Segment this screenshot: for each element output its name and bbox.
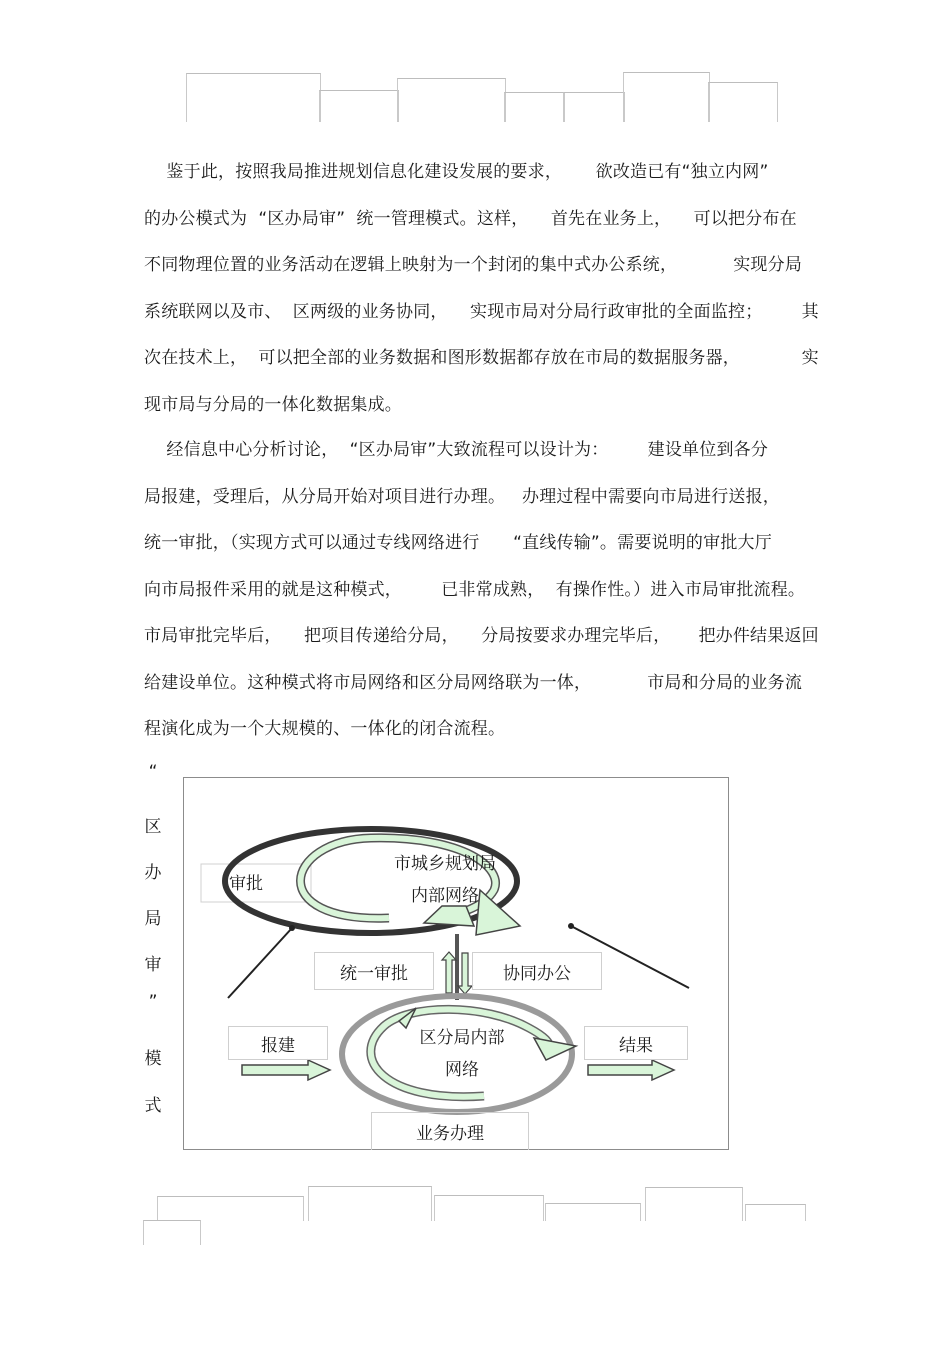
city-network-line: 内部网络: [411, 886, 479, 906]
text-line: 系统联网以及市、 区两级的业务协同， 实现市局对分局行政审批的全面监控； 其: [144, 302, 819, 322]
result-label: 结果: [619, 1035, 653, 1056]
city-network-line: 市城乡规划局: [394, 854, 496, 874]
business-handling-label: 业务办理: [416, 1124, 484, 1144]
caption-char: ”: [148, 992, 158, 1012]
text-line: 给建设单位。这种模式将市局网络和区分局网络联为一体， 市局和分局的业务流: [144, 673, 803, 693]
header-fragment: [708, 82, 778, 122]
caption-char: “: [148, 762, 158, 782]
business-handling-box: [371, 1112, 529, 1150]
header-fragment: [623, 72, 710, 122]
text-line: 市局审批完毕后， 把项目传递给分局， 分局按要求办理完毕后， 把办件结果返回: [144, 626, 819, 646]
caption-char: 办: [144, 863, 162, 883]
text-line: 经信息中心分析讨论， “区办局审”大致流程可以设计为： 建设单位到各分: [144, 440, 769, 460]
caption-char: 局: [144, 909, 162, 929]
caption-char: 审: [144, 955, 162, 975]
header-fragment: [563, 92, 625, 122]
result-arrow: [588, 1060, 674, 1080]
footer-fragment: [308, 1186, 432, 1221]
text-line: 次在技术上， 可以把全部的业务数据和图形数据都存放在市局的数据服务器， 实: [144, 348, 819, 368]
diagonal-line-left: [228, 928, 292, 998]
header-fragment: [504, 92, 565, 122]
district-network-line: 区分局内部: [419, 1028, 505, 1048]
caption-char: 区: [144, 817, 162, 837]
result-box: [584, 1026, 688, 1060]
collaboration-label: 协同办公: [503, 963, 571, 984]
workflow-diagram: [183, 777, 729, 1150]
district-network-label: [397, 1028, 527, 1080]
header-fragment: [186, 73, 321, 122]
footer-fragment: [143, 1220, 201, 1245]
diagram-graphics: [184, 778, 730, 1151]
footer-fragment: [745, 1204, 806, 1221]
text-line: 程演化成为一个大规模的、一体化的闭合流程。: [144, 719, 506, 739]
text-line: 的办公模式为 “区办局审” 统一管理模式。这样， 首先在业务上， 可以把分布在: [144, 209, 797, 229]
footer-fragment: [157, 1196, 304, 1221]
header-fragment: [319, 90, 399, 122]
text-line: 统一审批，（实现方式可以通过专线网络进行 “直线传输”。需要说明的审批大厅: [144, 533, 772, 553]
unified-approval-box: [314, 952, 434, 990]
caption-char: 模: [144, 1049, 162, 1069]
footer-fragment: [645, 1187, 743, 1221]
down-arrow: [458, 953, 472, 994]
text-line: 鉴于此，按照我局推进规划信息化建设发展的要求， 欲改造已有“独立内网”: [144, 162, 769, 182]
application-box: [228, 1026, 328, 1060]
approval-label: 审批: [229, 874, 263, 894]
footer-fragment: [434, 1195, 544, 1221]
text-line: 不同物理位置的业务活动在逻辑上映射为一个封闭的集中式办公系统， 实现分局: [144, 255, 803, 275]
text-line: 向市局报件采用的就是这种模式， 已非常成熟， 有操作性。）进入市局审批流程。: [144, 580, 806, 600]
caption-char: 式: [144, 1096, 162, 1116]
header-fragment: [397, 78, 506, 122]
footer-fragment: [545, 1203, 641, 1221]
text-line: 局报建，受理后，从分局开始对项目进行办理。 办理过程中需要向市局进行送报，: [144, 487, 781, 507]
unified-approval-label: 统一审批: [340, 963, 408, 984]
text-line: 现市局与分局的一体化数据集成。: [144, 395, 402, 415]
application-arrow: [242, 1060, 330, 1080]
up-arrow: [442, 952, 456, 993]
district-network-line: 网络: [445, 1060, 479, 1080]
collaboration-box: [472, 952, 602, 990]
application-label: 报建: [261, 1035, 295, 1056]
city-network-label: [380, 854, 510, 906]
city-arrow-head: [424, 906, 474, 926]
